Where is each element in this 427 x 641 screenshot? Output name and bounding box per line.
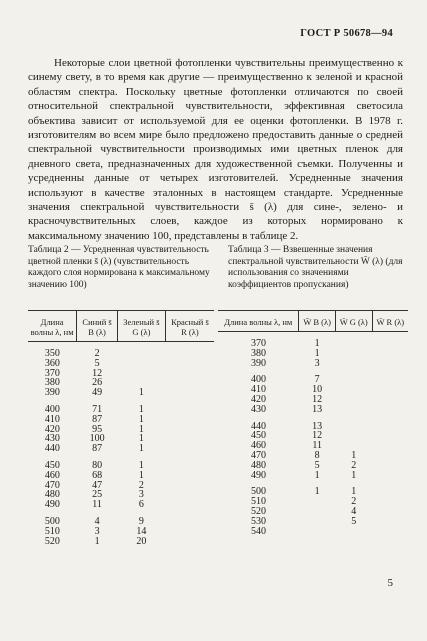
- table-cell: [372, 527, 408, 537]
- table-cell: 1: [351, 449, 357, 461]
- table-cell: 440: [250, 420, 266, 432]
- table-cell: 520: [250, 505, 266, 517]
- table-cell: [165, 454, 214, 471]
- table-cell: 47: [92, 479, 103, 491]
- table-cell: 7: [314, 374, 320, 386]
- table-cell: 12: [312, 430, 323, 442]
- table-row: [28, 454, 214, 471]
- table-cell: 380: [250, 347, 266, 359]
- table-cell: 500: [250, 486, 266, 498]
- table-3: [218, 310, 408, 536]
- table-cell: 520: [44, 535, 60, 547]
- table-row: [218, 359, 408, 369]
- table-cell: 5: [94, 357, 100, 369]
- table-cell: 2: [138, 479, 144, 491]
- body-text: [28, 56, 403, 243]
- table-cell: 5: [314, 459, 320, 471]
- table-cell: 480: [44, 489, 60, 501]
- table-cell: 430: [250, 403, 266, 415]
- page-header: ГОСТ Р 50678—94: [300, 28, 393, 39]
- table-cell: [165, 500, 214, 510]
- table-row: [218, 451, 408, 461]
- table-cell: 12: [312, 393, 323, 405]
- page-number: 5: [387, 577, 393, 589]
- table-cell: [165, 425, 214, 435]
- table2-caption: Таблица 2 — Усредненная чувствительность цветной пленки s̄ (λ) (чувствительность каждого слоя нормирована к максимальному значению 100): [28, 245, 210, 290]
- col-header: W̄ B (λ): [299, 311, 335, 332]
- table-cell: [372, 415, 408, 432]
- table-cell: 80: [92, 459, 103, 471]
- table-cell: [372, 517, 408, 527]
- table-cell: 8: [314, 449, 320, 461]
- table-cell: [165, 359, 214, 369]
- table-cell: 3: [138, 489, 144, 501]
- table-cell: [372, 385, 408, 395]
- table-cell: [372, 461, 408, 471]
- table-cell: [335, 415, 372, 432]
- table-cell: [117, 369, 165, 379]
- table-cell: 440: [44, 443, 60, 455]
- table-cell: 6: [138, 499, 144, 511]
- table-cell: [335, 527, 372, 537]
- table-2: [28, 310, 214, 546]
- table-cell: [335, 431, 372, 441]
- table-cell: [372, 441, 408, 451]
- table-cell: 370: [250, 338, 266, 349]
- table-cell: [335, 368, 372, 385]
- table-cell: 1: [138, 469, 144, 481]
- table-row: [28, 444, 214, 454]
- table-cell: 1: [138, 443, 144, 455]
- table-cell: [372, 480, 408, 497]
- table-cell: [165, 434, 214, 444]
- table-cell: 1: [314, 347, 320, 359]
- table-cell: [372, 395, 408, 405]
- table-cell: 4: [94, 515, 100, 527]
- table-cell: 20: [136, 535, 147, 547]
- table-row: [218, 368, 408, 385]
- table-cell: [165, 444, 214, 454]
- col-header: W̄ R (λ): [372, 311, 408, 332]
- table-cell: 430: [44, 433, 60, 445]
- col-header: Синий s̄ B (λ): [77, 311, 118, 342]
- table-cell: [165, 378, 214, 388]
- table3-caption: Таблица 3 — Взвешенные значения спектральной чувствительности W̄ (λ) (для использования со значениями коэффициентов пропускания): [228, 245, 403, 290]
- table-cell: [372, 359, 408, 369]
- table-cell: [299, 517, 335, 527]
- col-header: Длина волны λ, нм: [218, 311, 299, 332]
- table-cell: 530: [250, 515, 266, 527]
- table-cell: 5: [351, 515, 357, 527]
- table-cell: [335, 359, 372, 369]
- table-cell: 510: [44, 525, 60, 537]
- table-cell: 100: [89, 433, 105, 445]
- table-cell: [372, 497, 408, 507]
- table-cell: [335, 405, 372, 415]
- table-cell: 13: [312, 420, 323, 432]
- table-cell: 1: [351, 486, 357, 498]
- col-header: W̄ G (λ): [335, 311, 372, 332]
- table-cell: 11: [312, 440, 322, 452]
- table-cell: [165, 490, 214, 500]
- table-cell: 1: [351, 469, 357, 481]
- table-row: [218, 471, 408, 481]
- table-cell: 420: [250, 393, 266, 405]
- table-cell: 10: [312, 384, 323, 396]
- table-cell: [165, 527, 214, 537]
- col-header: Длина волны λ, нм: [28, 311, 77, 342]
- table-cell: 26: [92, 377, 103, 389]
- table-cell: [372, 349, 408, 359]
- table-row: [28, 500, 214, 510]
- table-cell: 25: [92, 489, 103, 501]
- table-cell: 410: [44, 413, 60, 425]
- table-cell: 350: [44, 348, 60, 359]
- table-cell: 1: [314, 486, 320, 498]
- table-cell: 460: [44, 469, 60, 481]
- table-row: [218, 480, 408, 497]
- table-cell: 400: [44, 403, 60, 415]
- table-cell: 1: [138, 433, 144, 445]
- col-header: Красный s̄ R (λ): [165, 311, 214, 342]
- table-row: [218, 517, 408, 527]
- table-cell: 450: [250, 430, 266, 442]
- table-cell: 540: [250, 525, 266, 537]
- table-row: [28, 388, 214, 398]
- table-cell: 1: [314, 469, 320, 481]
- table-cell: 500: [44, 515, 60, 527]
- table-row: [28, 510, 214, 527]
- table-cell: [165, 415, 214, 425]
- table-cell: 1: [314, 338, 320, 349]
- table-cell: 14: [136, 525, 147, 537]
- table-row: [218, 507, 408, 517]
- table-cell: [165, 342, 214, 359]
- table-cell: [165, 369, 214, 379]
- table-cell: 470: [250, 449, 266, 461]
- table-cell: [299, 507, 335, 517]
- table-cell: 9: [138, 515, 144, 527]
- table-row: [218, 415, 408, 432]
- table-row: [28, 537, 214, 547]
- table-cell: [372, 451, 408, 461]
- table-cell: 410: [250, 384, 266, 396]
- table-cell: 1: [138, 387, 144, 399]
- table-row: [218, 441, 408, 451]
- table-cell: 490: [44, 499, 60, 511]
- table-cell: 4: [351, 505, 357, 517]
- table-cell: [165, 388, 214, 398]
- table-cell: [372, 507, 408, 517]
- table-cell: 1: [138, 459, 144, 471]
- col-header: Зеленый s̄ G (λ): [117, 311, 165, 342]
- table-cell: 400: [250, 374, 266, 386]
- table-cell: 49: [92, 387, 103, 399]
- table-cell: 420: [44, 423, 60, 435]
- table-cell: 1: [138, 423, 144, 435]
- table-cell: [165, 481, 214, 491]
- table-cell: 2: [351, 459, 357, 471]
- table-cell: 490: [250, 469, 266, 481]
- table-cell: [372, 405, 408, 415]
- table-cell: 68: [92, 469, 103, 481]
- table-cell: [299, 527, 335, 537]
- table-cell: [372, 471, 408, 481]
- table-cell: 95: [92, 423, 103, 435]
- table-cell: 480: [250, 459, 266, 471]
- table-row: [28, 342, 214, 359]
- table-cell: [299, 497, 335, 507]
- paragraph: Некоторые слои цветной фотопленки чувствительны преимущественно к синему свету, в то время как другие — преимущественно к зеленой и красной областям спектра. Поскольку цветные фотопленки отличаются по своей относительной спектральной чувствительности, эффективная светосила объектива зависит от используемой для ее оценки фотопленки. В 1978 г. изготовителям во всем мире было предложено предоставить данные о средней спектральной чувствительности производимых ими цветных пленок для дневного света, предназначенных для художественной съемки. Полученны и усредненны данные от четырех изготовителей. Усредненные значения используют в качестве эталонных в настоящем стандарте. Усредненные значения спектральной чувствительности s̄ (λ) для сине-, зелено- и красночувствительных слоев, каждое из которых нормировано к максимальному значению 100, представлены в таблице 2.: [28, 57, 403, 242]
- table-cell: 460: [250, 440, 266, 452]
- table-cell: 370: [44, 367, 60, 379]
- table-cell: [372, 431, 408, 441]
- table-cell: 380: [44, 377, 60, 389]
- table-cell: [165, 471, 214, 481]
- table-row: [28, 398, 214, 415]
- table-cell: [335, 332, 372, 349]
- table-cell: 390: [44, 387, 60, 399]
- table-cell: 1: [138, 403, 144, 415]
- table-row: [218, 349, 408, 359]
- table-cell: 470: [44, 479, 60, 491]
- table-row: [218, 332, 408, 349]
- table-cell: 450: [44, 459, 60, 471]
- table-cell: [165, 510, 214, 527]
- table-row: [218, 527, 408, 537]
- table-cell: 360: [44, 357, 60, 369]
- table-cell: [117, 359, 165, 369]
- table-row: [218, 405, 408, 415]
- table-cell: 1: [94, 535, 100, 547]
- table-cell: [372, 368, 408, 385]
- table-cell: 87: [92, 413, 103, 425]
- table-cell: [165, 537, 214, 547]
- table-cell: 71: [92, 403, 103, 415]
- table-cell: 87: [92, 443, 103, 455]
- table-cell: 2: [351, 496, 357, 508]
- table-cell: 12: [92, 367, 103, 379]
- table-cell: 3: [314, 357, 320, 369]
- table-row: [218, 497, 408, 507]
- table-cell: 3: [94, 525, 100, 537]
- table-row: [218, 461, 408, 471]
- table-cell: [165, 398, 214, 415]
- table-cell: 13: [312, 403, 323, 415]
- table-cell: 510: [250, 496, 266, 508]
- table-cell: [335, 385, 372, 395]
- table-cell: [335, 395, 372, 405]
- table-cell: [335, 349, 372, 359]
- table-cell: [372, 332, 408, 349]
- table-cell: 11: [92, 499, 102, 511]
- table-cell: 390: [250, 357, 266, 369]
- table-cell: [117, 342, 165, 359]
- table-cell: 2: [94, 348, 100, 359]
- table-cell: 1: [138, 413, 144, 425]
